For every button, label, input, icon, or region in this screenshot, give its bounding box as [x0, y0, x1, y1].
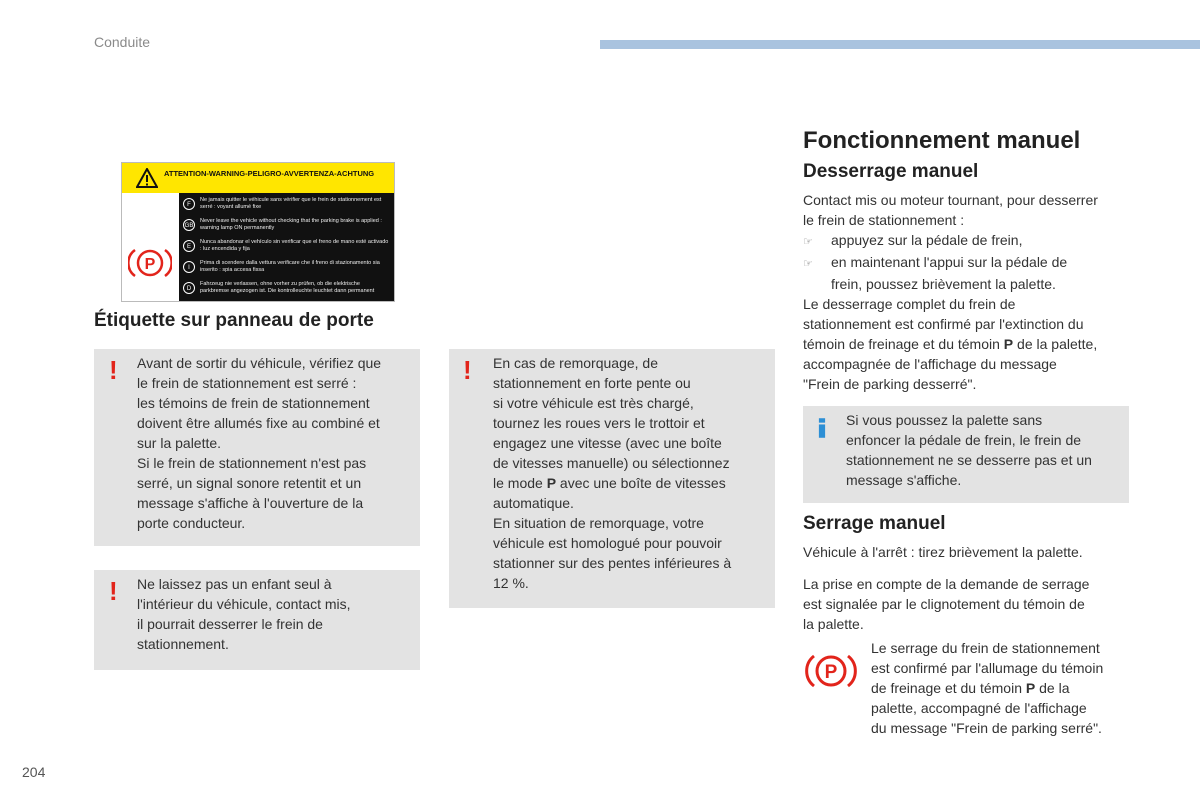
info-text: Si vous poussez la palette sans enfoncer la pédale de frein, le frein de stationnement ne se desserre pas et un message s'affiche. [846, 412, 1092, 488]
exclamation-icon: ! [463, 355, 472, 385]
warning-text: En cas de remorquage, de stationnement en forte pente ou si votre véhicule est très chargé, tournez les roues vers le trottoir et engagez une vitesse (avec une boîte de vitesses manuelle) ou sélectionnez le mode P avec une boîte de vitesses automatique. En situation de remorquage, votre véhicule est homologué pour pouvoir stationner sur des pentes inférieures à 12 %. [493, 355, 732, 591]
manual-release-title: Desserrage manuel [803, 161, 979, 182]
label-banner [122, 163, 394, 193]
label-row [183, 218, 391, 236]
label-row [183, 281, 391, 299]
label-row-text: Fahrzeug nie verlassen, ohne vorher zu prüfen, ob die elektrische parkbremse angezogen ist. Die kontrolleuchte leuchtet dann permanent [200, 281, 375, 294]
warning-box-towing [449, 349, 775, 608]
exclamation-icon: ! [109, 355, 118, 385]
label-row [183, 239, 391, 257]
parking-brake-icon [128, 245, 172, 281]
label-row [183, 197, 391, 215]
warning-text: Ne laissez pas un enfant seul à l'intérieur du véhicule, contact mis, il pourrait desserrer le frein de stationnement. [137, 576, 351, 652]
parking-brake-icon [805, 650, 857, 692]
lang-badge: D [183, 282, 195, 294]
pointing-hand-icon: ☞ [803, 236, 813, 248]
manual-apply-text: La prise en compte de la demande de serrage est signalée par le clignotement du témoin de la palette. [803, 576, 1090, 632]
warning-text: Avant de sortir du véhicule, vérifiez que le frein de stationnement est serré : les témoins de frein de stationnement doivent être allumés fixe au combiné et sur la palette. Si le frein de stationnement n'est pas serré, un signal sonore retentit et un message s'affiche à l'ouverture de la porte conducteur. [137, 355, 382, 531]
page-number: 204 [22, 764, 46, 780]
label-row-text: Nunca abandonar el vehículo sin verificar que el freno de mano esté activado : luz encendida y fija [200, 239, 389, 252]
label-row-text: Prima di scendere dalla vettura verificare che il freno di stazionamento sia inserito : spia accesa fissa [200, 260, 380, 273]
label-banner-text: ATTENTION-WARNING-PELIGRO-AVVERTENZA-ACHTUNG [164, 169, 375, 178]
door-panel-label [121, 162, 395, 302]
info-icon [818, 417, 826, 439]
label-icon-area [122, 193, 179, 301]
manual-apply-confirm: Le serrage du frein de stationnement est confirmé par l'allumage du témoin de freinage et du témoin P de la palette, accompagné de l'affichage du message "Frein de parking serré". [871, 640, 1104, 736]
manual-operation-title: Fonctionnement manuel [803, 127, 1081, 154]
warning-box-child [94, 570, 420, 670]
manual-release-text: Contact mis ou moteur tournant, pour desserrer le frein de stationnement : ☞ appuyez sur la pédale de frein, ☞ en maintenant l'appui sur la pédale de frein, poussez brièvement la palette. Le desserrage complet du frein de stationnement est confirmé par l'extinction du témoin de freinage et du témoin P de la palette, accompagnée de l'affichage du message "Frein de parking desserré". [803, 192, 1098, 392]
warning-triangle-icon [136, 168, 158, 188]
exclamation-icon: ! [109, 576, 118, 606]
pointing-hand-icon: ☞ [803, 258, 813, 270]
header-bar [600, 40, 1200, 49]
section-label: Conduite [94, 34, 151, 50]
svg-text:P: P [144, 256, 156, 273]
svg-text:P: P [824, 662, 838, 683]
lang-badge: F [183, 198, 195, 210]
label-row-text: Ne jamais quitter le véhicule sans vérifier que le frein de stationnement est serré : voyant allumé fixe [200, 197, 382, 210]
label-text-area [179, 193, 394, 301]
warning-box-parking [94, 349, 420, 546]
label-row-text: Never leave the vehicle without checking that the parking brake is applied : warning lamp ON permanently [200, 218, 382, 231]
info-box [803, 406, 1129, 503]
label-section-title: Étiquette sur panneau de porte [94, 310, 374, 331]
lang-badge: I [183, 261, 195, 273]
lang-badge: E [183, 240, 195, 252]
manual-apply-line: Véhicule à l'arrêt : tirez brièvement la palette. [803, 544, 1083, 560]
lang-badge: GB [183, 219, 195, 231]
manual-apply-title: Serrage manuel [803, 513, 946, 534]
label-row [183, 260, 391, 278]
